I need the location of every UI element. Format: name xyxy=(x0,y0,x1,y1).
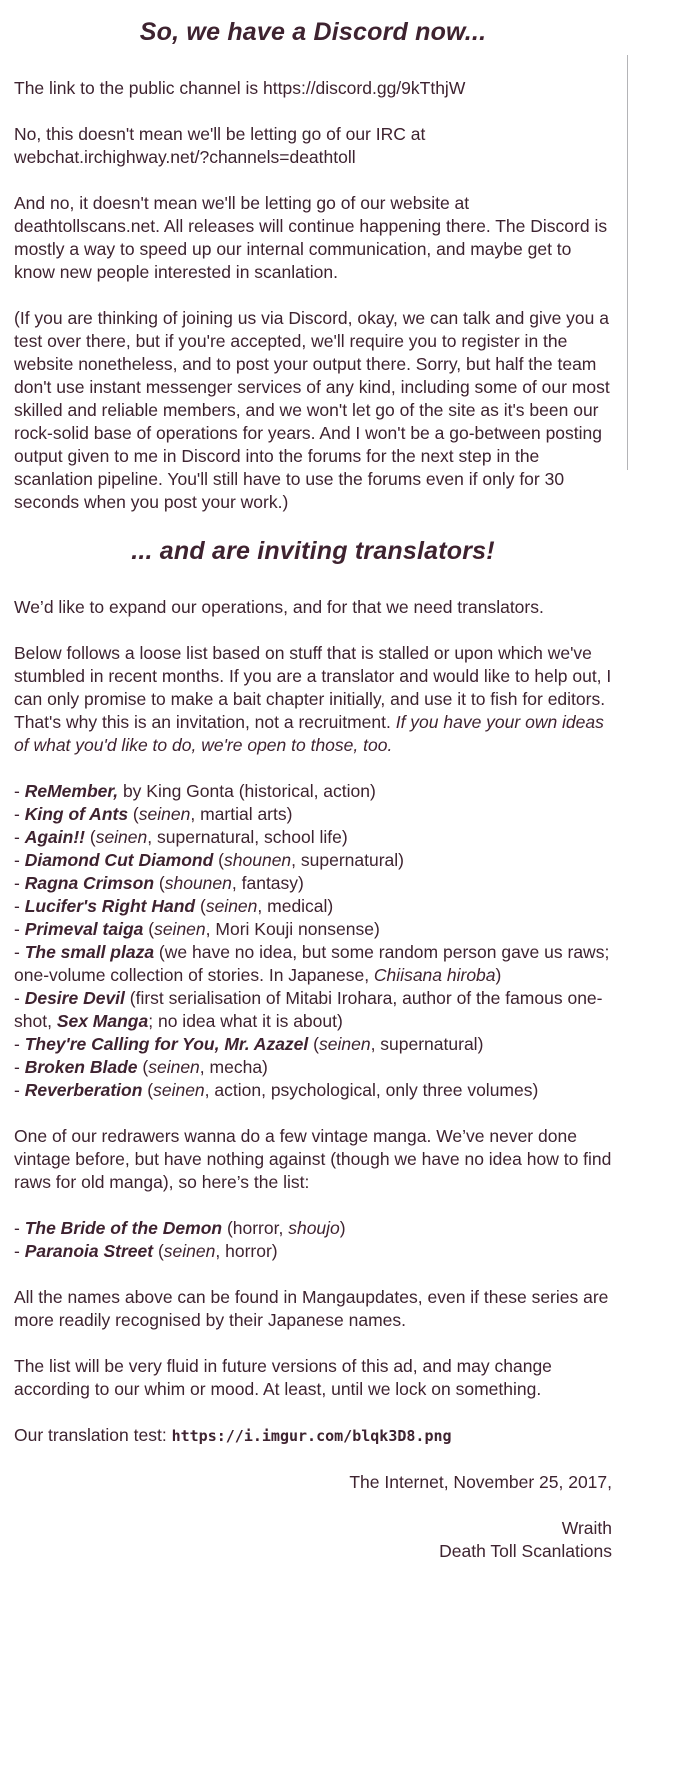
text-run: The link to the public channel is https://discord.gg/9kTthjW xyxy=(14,78,466,98)
text-run: , supernatural) xyxy=(291,850,405,870)
text-run: - xyxy=(14,1218,25,1238)
text-run: , action, psychological, only three volumes) xyxy=(204,1080,539,1100)
text-run: ; no idea what it is about) xyxy=(148,1011,343,1031)
list-item xyxy=(14,1240,612,1263)
text-run: We’d like to expand our operations, and for that we need translators. xyxy=(14,597,544,617)
paragraph xyxy=(14,123,612,169)
paragraph xyxy=(14,596,612,619)
text-run: - xyxy=(14,827,25,847)
text-run: (horror, xyxy=(222,1218,289,1238)
text-run: - xyxy=(14,804,25,824)
paragraph xyxy=(14,1517,612,1540)
list-item xyxy=(14,826,612,849)
paragraph xyxy=(14,1355,612,1401)
text-run: - xyxy=(14,1080,25,1100)
text-run: ( xyxy=(143,919,155,939)
text-run: seinen xyxy=(318,1034,371,1054)
text-run: The list will be very fluid in future versions of this ad, and may change according to our whim or mood. At least, until we lock on something. xyxy=(14,1356,552,1399)
text-run: , supernatural, school life) xyxy=(147,827,348,847)
paragraph xyxy=(14,1540,612,1563)
text-run: seinen xyxy=(148,1057,200,1077)
paragraph xyxy=(14,307,612,514)
list-item xyxy=(14,1033,612,1056)
list-item xyxy=(14,872,612,895)
list-item xyxy=(14,895,612,918)
text-run: seinen xyxy=(154,919,206,939)
text-run: The Internet, November 25, 2017, xyxy=(349,1472,612,1492)
text-run: ) xyxy=(495,965,502,985)
text-run: - xyxy=(14,1241,25,1261)
text-run: , martial arts) xyxy=(190,804,293,824)
text-run: Paranoia Street xyxy=(24,1241,154,1261)
text-run: Ragna Crimson xyxy=(24,873,155,893)
text-run: ( xyxy=(128,804,139,824)
list-item xyxy=(14,941,612,987)
text-run: , horror) xyxy=(215,1241,278,1261)
text-run: - xyxy=(14,896,25,916)
paragraph xyxy=(14,1471,612,1494)
text-run: The small plaza xyxy=(24,942,155,962)
list-item xyxy=(14,780,612,803)
text-run: - xyxy=(14,1034,25,1054)
paragraph xyxy=(14,1125,612,1194)
text-run: - xyxy=(14,873,25,893)
list-item xyxy=(14,803,612,826)
text-run: The Bride of the Demon xyxy=(24,1218,223,1238)
mono-url: https://i.imgur.com/blqk3D8.png xyxy=(171,1427,452,1445)
text-run: ( xyxy=(195,896,206,916)
series-list xyxy=(14,1217,612,1263)
vertical-rule xyxy=(627,55,628,470)
text-run: Chiisana hiroba xyxy=(373,965,496,985)
text-run: seinen xyxy=(153,1080,205,1100)
text-run: ( xyxy=(84,827,96,847)
text-run: - xyxy=(14,781,25,801)
text-run: , fantasy) xyxy=(231,873,304,893)
text-run: (If you are thinking of joining us via Discord, okay, we can talk and give you a test over there, but if you're accepted, we'll require you to register in the website nonetheless, and to post your output there. Sorry, but half the team don't use instant messenger services of any kind, including some of our most skilled and reliable members, and we won't let go of the site as it's been our rock-solid base of operations for years. And I won't be a go-between posting output given to me in Discord into the forums for the next step in the scanlation pipeline. You'll still have to use the forums even if only for 30 seconds when you post your work.) xyxy=(14,308,610,512)
text-run: , Mori Kouji nonsense) xyxy=(205,919,380,939)
text-run: - xyxy=(14,988,25,1008)
text-run: shoujo xyxy=(288,1218,340,1238)
text-run: Again!! xyxy=(24,827,85,847)
text-run: Our translation test: xyxy=(14,1425,172,1445)
paragraph xyxy=(14,1286,612,1332)
text-run: - xyxy=(14,942,25,962)
text-run: Broken Blade xyxy=(24,1057,138,1077)
paragraph xyxy=(14,192,612,284)
text-run: Reverberation xyxy=(24,1080,143,1100)
text-run: - xyxy=(14,919,25,939)
text-run: Below follows a loose list based on stuff that is stalled or upon which we've stumbled in recent months. If you are a translator and would like to help out, I can only promise to make a bait chapter initially, and use it to fish for editors. That's why this is an invitation, not a recruitment. xyxy=(14,643,612,732)
text-run: - xyxy=(14,850,25,870)
text-run: No, this doesn't mean we'll be letting go of our IRC at webchat.irchighway.net/?channels=deathtoll xyxy=(14,124,426,167)
text-run: All the names above can be found in Mangaupdates, even if these series are more readily recognised by their Japanese names. xyxy=(14,1287,609,1330)
list-item xyxy=(14,918,612,941)
text-run: And no, it doesn't mean we'll be letting go of our website at deathtollscans.net. All releases will continue happening there. The Discord is mostly a way to speed up our internal communication, and maybe get to know new people interested in scanlation. xyxy=(14,193,608,282)
text-run: , mecha) xyxy=(199,1057,268,1077)
text-run: ( xyxy=(142,1080,154,1100)
text-run: They're Calling for You, Mr. Azazel xyxy=(24,1034,309,1054)
text-run: King of Ants xyxy=(24,804,129,824)
paragraph xyxy=(14,77,612,100)
section-heading: ... and are inviting translators! xyxy=(131,537,495,565)
text-run: , supernatural) xyxy=(370,1034,484,1054)
text-run: ( xyxy=(154,873,165,893)
text-run: Death Toll Scanlations xyxy=(439,1541,612,1561)
section-heading: So, we have a Discord now... xyxy=(139,18,487,46)
text-run: (first serialisation of Mitabi Irohara, author of the famous one-shot, xyxy=(14,988,603,1031)
text-run: by King Gonta (historical, action) xyxy=(118,781,376,801)
text-run: seinen xyxy=(205,896,258,916)
list-item xyxy=(14,987,612,1033)
text-run: , medical) xyxy=(257,896,334,916)
text-run: Sex Manga xyxy=(56,1011,149,1031)
text-run: Wraith xyxy=(561,1518,612,1538)
text-run: shounen xyxy=(164,873,232,893)
text-run: seinen xyxy=(163,1241,216,1261)
list-item xyxy=(14,1056,612,1079)
text-run: - xyxy=(14,1057,25,1077)
paragraph xyxy=(14,1424,612,1448)
text-run: ( xyxy=(213,850,225,870)
text-run: (we have no idea, but some random person gave us raws; one-volume collection of stories. In Japanese, xyxy=(14,942,610,985)
list-item xyxy=(14,1217,612,1240)
text-run: seinen xyxy=(138,804,191,824)
paragraph xyxy=(14,642,612,757)
text-run: ) xyxy=(339,1218,346,1238)
text-run: seinen xyxy=(95,827,148,847)
text-run: ReMember, xyxy=(24,781,119,801)
series-list xyxy=(14,780,612,1102)
text-run: ( xyxy=(308,1034,319,1054)
text-run: Desire Devil xyxy=(24,988,125,1008)
text-run: ( xyxy=(137,1057,149,1077)
text-run: Primeval taiga xyxy=(24,919,144,939)
text-run: Lucifer's Right Hand xyxy=(24,896,196,916)
list-item xyxy=(14,849,612,872)
text-run: shounen xyxy=(224,850,292,870)
text-run: If you have your own ideas of what you'd like to do, we're open to those, too. xyxy=(14,712,604,755)
list-item xyxy=(14,1079,612,1102)
text-run: One of our redrawers wanna do a few vintage manga. We’ve never done vintage before, but have nothing against (though we have no idea how to find raws for old manga), so here’s the list: xyxy=(14,1126,612,1192)
text-run: Diamond Cut Diamond xyxy=(24,850,214,870)
text-run: ( xyxy=(153,1241,164,1261)
